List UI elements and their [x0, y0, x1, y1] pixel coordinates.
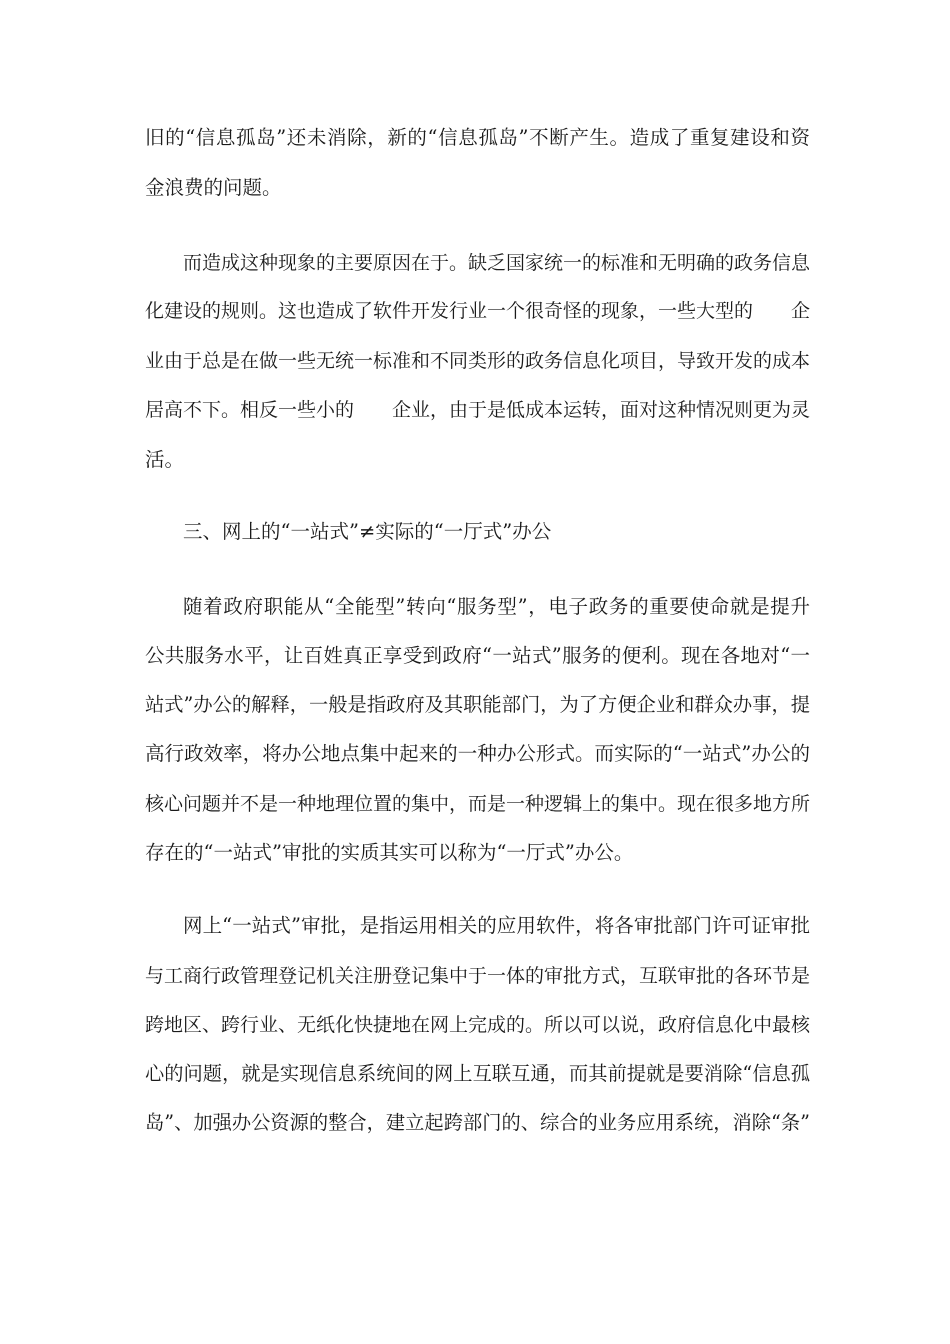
paragraph-2-line-2: 化建设的规则。这也造成了软件开发行业一个很奇怪的现象，一些大型的 企	[145, 300, 811, 322]
paragraph-3-line-5: 核心问题并不是一种地理位置的集中，而是一种逻辑上的集中。现在很多地方所	[145, 793, 811, 815]
paragraph-2-line-5: 活。	[145, 448, 185, 471]
paragraph-4-line-2: 与工商行政管理登记机关注册登记集中于一体的审批方式，互联审批的各环节是	[145, 965, 811, 987]
paragraph-4-line-1: 网上“一站式”审批，是指运用相关的应用软件，将各审批部门许可证审批	[183, 914, 810, 937]
paragraph-2-line-4: 居高不下。相反一些小的 企业，由于是低成本运转，面对这种情况则更为灵	[145, 399, 811, 421]
paragraph-4-line-3: 跨地区、跨行业、无纸化快捷地在网上完成的。所以可以说，政府信息化中最核	[145, 1014, 811, 1036]
paragraph-2-line-1: 而造成这种现象的主要原因在于。缺乏国家统一的标准和无明确的政务信息	[183, 252, 811, 274]
paragraph-3-line-3: 站式”办公的解释，一般是指政府及其职能部门，为了方便企业和群众办事，提	[145, 693, 810, 716]
paragraph-3-line-6: 存在的“一站式”审批的实质其实可以称为“一厅式”办公。	[145, 841, 634, 864]
paragraph-3-line-4: 高行政效率，将办公地点集中起来的一种办公形式。而实际的“一站式”办公的	[145, 742, 810, 765]
paragraph-4-line-5: 岛”、加强办公资源的整合，建立起跨部门的、综合的业务应用系统，消除“条”	[145, 1111, 810, 1134]
paragraph-2-line-3: 业由于总是在做一些无统一标准和不同类形的政务信息化项目，导致开发的成本	[145, 350, 811, 372]
section-heading: 三、网上的“一站式”≠实际的“一厅式”办公	[183, 520, 552, 543]
paragraph-3-line-2: 公共服务水平，让百姓真正享受到政府“一站式”服务的便利。现在各地对“一	[145, 644, 810, 667]
paragraph-4-line-4: 心的问题，就是实现信息系统间的网上互联互通，而其前提就是要消除“信息孤	[145, 1062, 810, 1085]
paragraph-3-line-1: 随着政府职能从“全能型”转向“服务型”，电子政务的重要使命就是提升	[183, 595, 810, 618]
paragraph-1-line-2: 金浪费的问题。	[145, 176, 282, 199]
paragraph-1-line-1: 旧的“信息孤岛”还未消除，新的“信息孤岛”不断产生。造成了重复建设和资	[145, 126, 810, 149]
